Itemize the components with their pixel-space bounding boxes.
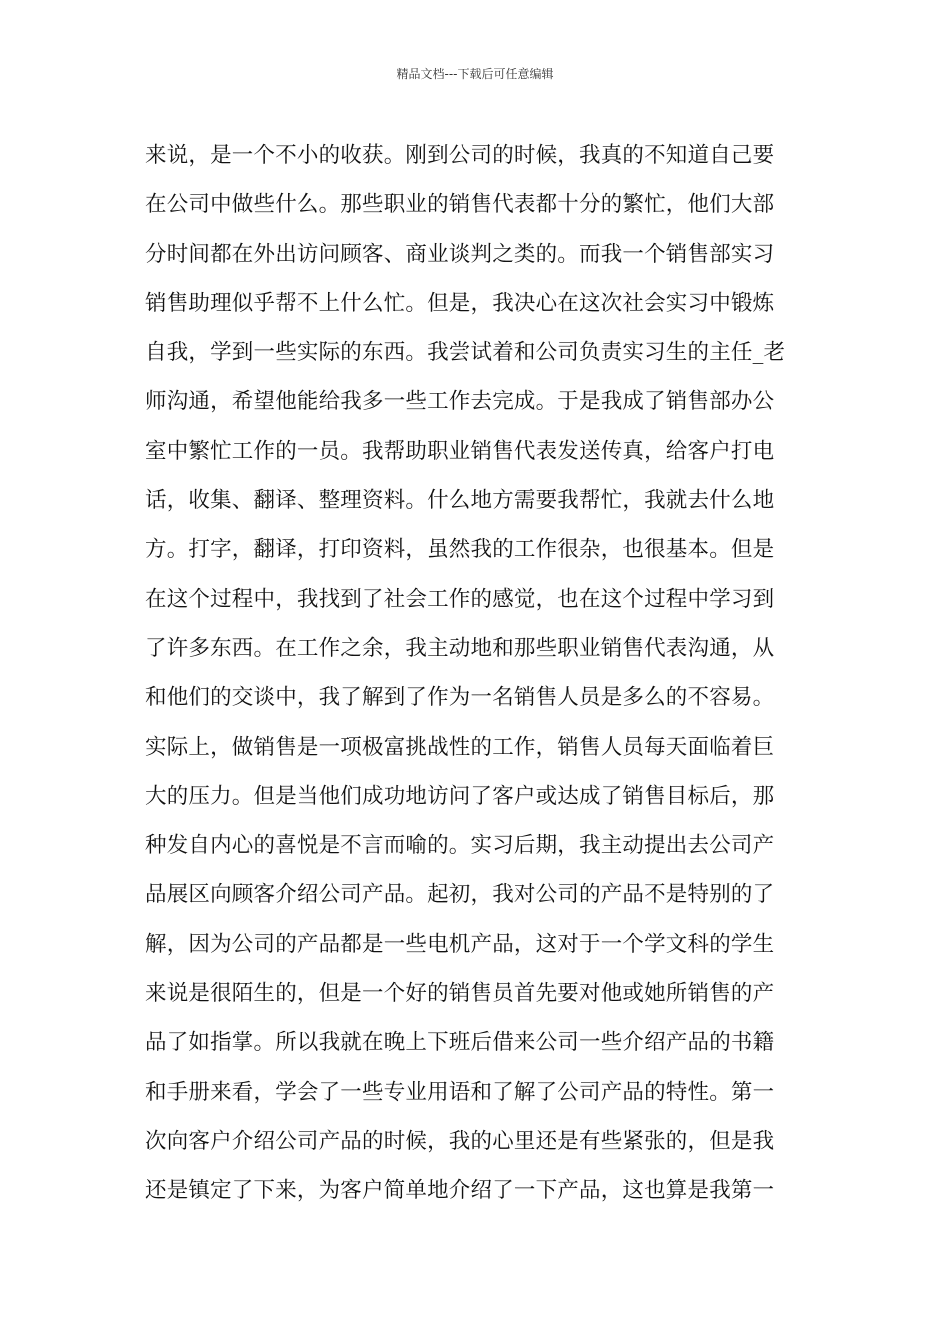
text-line: 销售助理似乎帮不上什么忙。但是，我决心在这次社会实习中锻炼 xyxy=(145,290,775,316)
body-text xyxy=(145,131,815,1216)
text-line: 次向客户介绍公司产品的时候，我的心里还是有些紧张的，但是我 xyxy=(145,1128,775,1154)
text-line: 来说，是一个不小的收获。刚到公司的时候，我真的不知道自己要 xyxy=(145,143,775,168)
text-line: 和手册来看，学会了一些专业用语和了解了公司产品的特性。第一 xyxy=(145,1079,775,1105)
text-line: 种发自内心的喜悦是不言而喻的。实习后期，我主动提出去公司产 xyxy=(145,833,775,859)
text-line: 自我，学到一些实际的东西。我尝试着和公司负责实习生的主任_老 xyxy=(145,340,786,366)
text-line: 来说是很陌生的，但是一个好的销售员首先要对他或她所销售的产 xyxy=(145,981,775,1007)
text-line: 话，收集、翻译、整理资料。什么地方需要我帮忙，我就去什么地 xyxy=(145,488,775,514)
text-line: 解，因为公司的产品都是一些电机产品，这对于一个学文科的学生 xyxy=(145,931,775,957)
text-line: 了许多东西。在工作之余，我主动地和那些职业销售代表沟通，从 xyxy=(145,635,775,661)
text-line: 室中繁忙工作的一员。我帮助职业销售代表发送传真，给客户打电 xyxy=(145,438,775,464)
text-line: 和他们的交谈中，我了解到了作为一名销售人员是多么的不容易。 xyxy=(145,685,775,711)
text-line: 还是镇定了下来，为客户简单地介绍了一下产品，这也算是我第一 xyxy=(145,1178,775,1204)
page-header: 精品文档---下载后可任意编辑 xyxy=(396,67,554,81)
text-line: 师沟通，希望他能给我多一些工作去完成。于是我成了销售部办公 xyxy=(145,389,775,415)
text-line: 在公司中做些什么。那些职业的销售代表都十分的繁忙，他们大部 xyxy=(145,192,775,218)
text-line: 在这个过程中，我找到了社会工作的感觉，也在这个过程中学习到 xyxy=(145,586,775,612)
text-line: 品了如指掌。所以我就在晚上下班后借来公司一些介绍产品的书籍 xyxy=(145,1030,775,1056)
text-line: 方。打字，翻译，打印资料，虽然我的工作很杂，也很基本。但是 xyxy=(145,537,775,563)
text-line: 分时间都在外出访问顾客、商业谈判之类的。而我一个销售部实习 xyxy=(145,241,775,267)
text-line: 大的压力。但是当他们成功地访问了客户或达成了销售目标后，那 xyxy=(145,783,775,809)
text-line: 实际上，做销售是一项极富挑战性的工作，销售人员每天面临着巨 xyxy=(145,734,775,760)
text-line: 品展区向顾客介绍公司产品。起初，我对公司的产品不是特别的了 xyxy=(145,882,775,908)
